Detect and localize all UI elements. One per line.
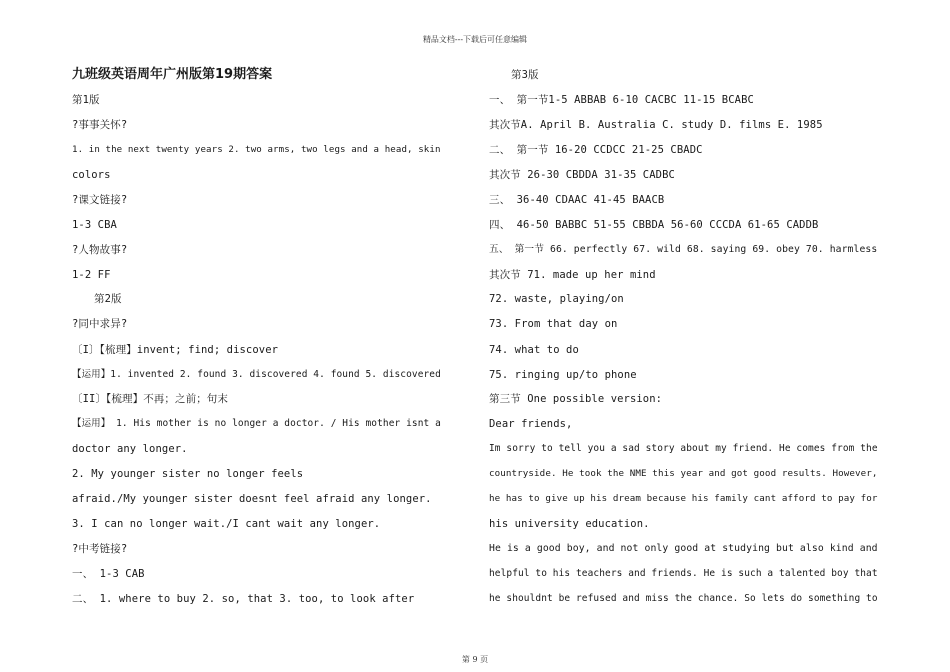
subsection-heading: ?课文链接? [72,194,128,206]
subsection-heading: ?人物故事? [72,244,128,256]
answer-line: 74. what to do [489,344,579,356]
page-header-note: 精品文档---下载后可任意编辑 [422,35,528,44]
document-title: 九班级英语周年广州版第19期答案 [72,67,273,82]
letter-body-line: Im sorry to tell you a sad story about my friend. He comes from the [489,443,878,454]
answer-line: 2. My younger sister no longer feels [72,468,304,480]
section-heading: 第3版 [511,69,539,81]
answer-line: 五、 第一节 66. perfectly 67. wild 68. saying 69. obey 70. harmless [489,244,878,255]
page-number: 第 9 页 [461,655,489,664]
section-heading: 第1版 [72,94,100,106]
answer-line: colors [72,169,111,181]
answer-line: 75. ringing up/to phone [489,369,637,381]
answer-line: 〔I〕【梳理】invent; find; discover [72,344,279,356]
letter-body-line: countryside. He took the NME this year and got good results. However, [489,468,878,479]
letter-body-line: helpful to his teachers and friends. He is such a talented boy that [489,568,878,579]
answer-line: 3. I can no longer wait./I cant wait any longer. [72,518,381,530]
answer-line: 三、 36-40 CDAAC 41-45 BAACB [489,194,665,206]
letter-body-line: his university education. [489,518,650,530]
answer-line: 72. waste, playing/on [489,293,624,305]
answer-line: afraid./My younger sister doesnt feel afraid any longer. [72,493,432,505]
answer-line: 其次节A. April B. Australia C. study D. films E. 1985 [489,119,823,131]
answer-line: 其次节 71. made up her mind [489,269,656,281]
answer-line: 1. in the next twenty years 2. two arms, two legs and a head, skin [72,145,441,155]
section-heading: 第2版 [94,293,122,305]
subsection-heading: ?同中求异? [72,318,128,330]
answer-line: 1-3 CBA [72,219,117,231]
answer-line: 【运用】1. invented 2. found 3. discovered 4. found 5. discovered [72,369,441,380]
letter-salutation: Dear friends, [489,418,573,430]
answer-line: 一、 第一节1-5 ABBAB 6-10 CACBC 11-15 BCABC [489,94,754,106]
answer-line: 1-2 FF [72,269,111,281]
answer-line: 73. From that day on [489,318,618,330]
subsection-heading: ?中考链接? [72,543,128,555]
answer-line: 四、 46-50 BABBC 51-55 CBBDA 56-60 CCCDA 61-65 CADDB [489,219,819,231]
answer-line: 其次节 26-30 CBDDA 31-35 CADBC [489,169,675,181]
answer-line: doctor any longer. [72,443,188,455]
letter-body-line: he has to give up his dream because his family cant afford to pay for [489,493,878,504]
letter-body-line: He is a good boy, and not only good at studying but also kind and [489,543,878,554]
answer-line: 一、 1-3 CAB [72,568,145,580]
subsection-heading: ?事事关怀? [72,119,128,131]
letter-body-line: he shouldnt be refused and miss the chance. So lets do something to [489,593,878,604]
subsection-heading: 第三节 One possible version: [489,393,663,405]
answer-line: 【运用】 1. His mother is no longer a doctor. / His mother isnt a [72,418,441,429]
answer-line: 〔II〕【梳理】不再；之前；句末 [72,393,228,405]
answer-line: 二、 第一节 16-20 CCDCC 21-25 CBADC [489,144,703,156]
answer-line: 二、 1. where to buy 2. so, that 3. too, to look after [72,593,415,605]
